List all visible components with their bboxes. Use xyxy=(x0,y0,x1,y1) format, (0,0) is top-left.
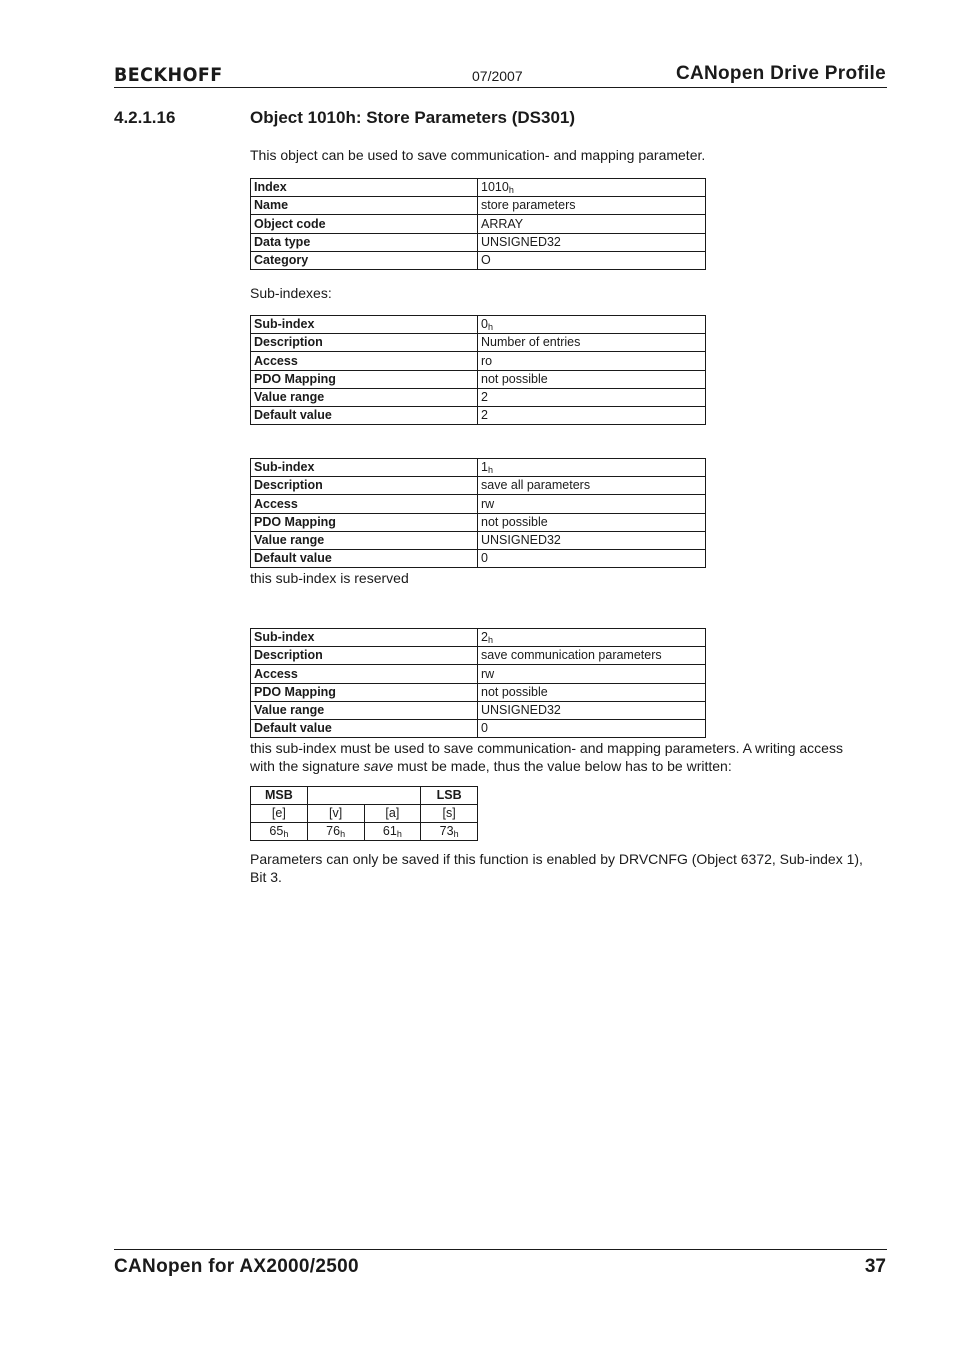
row-value: rw xyxy=(478,665,706,683)
row-value: 2 xyxy=(478,406,706,424)
brand-logo: BECKHOFF xyxy=(114,64,223,86)
row-key: Sub-index xyxy=(251,629,478,647)
row-value: $1010_h$ xyxy=(478,179,706,197)
subindexes-label: Sub-indexes: xyxy=(250,285,332,301)
table-row xyxy=(251,629,706,647)
signature-word: save xyxy=(363,758,394,774)
table-row xyxy=(251,549,706,567)
row-value: not possible xyxy=(478,683,706,701)
row-key: Access xyxy=(251,352,478,370)
table-row xyxy=(251,513,706,531)
msb-label: MSB xyxy=(251,787,308,805)
table-row xyxy=(251,197,706,215)
row-key: Object code xyxy=(251,215,478,233)
row-value: rw xyxy=(478,495,706,513)
row-key: Default value xyxy=(251,549,478,567)
table-row xyxy=(251,531,706,549)
table-row xyxy=(251,719,706,737)
table-row xyxy=(251,334,706,352)
row-value: ro xyxy=(478,352,706,370)
row-value: UNSIGNED32 xyxy=(478,531,706,549)
row-value: store parameters xyxy=(478,197,706,215)
subindex-1-note: this sub-index is reserved xyxy=(250,570,409,586)
signature-char: [v] xyxy=(307,805,364,823)
signature-hex: $73_h$ xyxy=(421,823,478,841)
header-rule xyxy=(114,87,887,88)
row-key: Default value xyxy=(251,406,478,424)
row-value: UNSIGNED32 xyxy=(478,233,706,251)
row-value: 0 xyxy=(478,549,706,567)
row-value: not possible xyxy=(478,513,706,531)
row-key: Value range xyxy=(251,531,478,549)
table-row xyxy=(251,406,706,424)
footer-title: CANopen for AX2000/2500 xyxy=(114,1256,359,1277)
subindex-2-note xyxy=(250,739,843,775)
row-value: $1_h$ xyxy=(478,459,706,477)
row-key: Access xyxy=(251,665,478,683)
row-value: Number of entries xyxy=(478,334,706,352)
row-key: Value range xyxy=(251,388,478,406)
page-number: 37 xyxy=(864,1256,886,1277)
row-value: 2 xyxy=(478,388,706,406)
section-title: Object 1010h: Store Parameters (DS301) xyxy=(250,108,576,127)
table-row xyxy=(251,370,706,388)
header-date: 07/2007 xyxy=(472,68,523,84)
row-key: Value range xyxy=(251,701,478,719)
table-row xyxy=(251,701,706,719)
row-key: Access xyxy=(251,495,478,513)
table-row xyxy=(251,215,706,233)
row-key: Index xyxy=(251,179,478,197)
row-value: $0_h$ xyxy=(478,316,706,334)
signature-hex: $76_h$ xyxy=(307,823,364,841)
object-table xyxy=(250,178,706,270)
footer-rule xyxy=(114,1249,887,1250)
signature-char: [s] xyxy=(421,805,478,823)
signature-hex: $61_h$ xyxy=(364,823,421,841)
subindex-0-table xyxy=(250,315,706,425)
signature-header-spacer xyxy=(307,787,421,805)
subindex-2-note-line2: with the signature save must be made, thus the value below has to be written: xyxy=(250,758,732,774)
row-key: Name xyxy=(251,197,478,215)
table-row xyxy=(251,477,706,495)
row-key: Sub-index xyxy=(251,316,478,334)
table-row xyxy=(251,495,706,513)
signature-hex: $65_h$ xyxy=(251,823,308,841)
row-value: save communication parameters xyxy=(478,647,706,665)
row-key: Default value xyxy=(251,719,478,737)
row-key: PDO Mapping xyxy=(251,513,478,531)
table-row xyxy=(251,647,706,665)
closing-paragraph: Parameters can only be saved if this function is enabled by DRVCNFG (Object 6372, Sub-index 1), Bit 3. xyxy=(250,851,863,885)
section-number: 4.2.1.16 xyxy=(114,108,176,127)
subindex-1-table xyxy=(250,458,706,568)
row-value: not possible xyxy=(478,370,706,388)
row-key: Sub-index xyxy=(251,459,478,477)
signature-table xyxy=(250,786,478,841)
table-row xyxy=(251,352,706,370)
signature-char: [a] xyxy=(364,805,421,823)
row-key: Data type xyxy=(251,233,478,251)
table-row xyxy=(251,388,706,406)
row-key: Description xyxy=(251,334,478,352)
row-key: Description xyxy=(251,477,478,495)
row-value: ARRAY xyxy=(478,215,706,233)
row-value: O xyxy=(478,251,706,269)
row-value: 0 xyxy=(478,719,706,737)
table-row xyxy=(251,683,706,701)
row-value: $2_h$ xyxy=(478,629,706,647)
row-value: save all parameters xyxy=(478,477,706,495)
subindex-2-note-line1: this sub-index must be used to save communication- and mapping parameters. A writing access xyxy=(250,740,843,756)
header-title: CANopen Drive Profile xyxy=(675,63,886,84)
table-row xyxy=(251,459,706,477)
signature-char: [e] xyxy=(251,805,308,823)
intro-paragraph: This object can be used to save communication- and mapping parameter. xyxy=(250,147,706,163)
table-row xyxy=(251,665,706,683)
row-key: PDO Mapping xyxy=(251,370,478,388)
table-row xyxy=(251,233,706,251)
subindex-2-table xyxy=(250,628,706,738)
table-row xyxy=(251,179,706,197)
row-key: Description xyxy=(251,647,478,665)
row-value: UNSIGNED32 xyxy=(478,701,706,719)
table-row xyxy=(251,316,706,334)
lsb-label: LSB xyxy=(421,787,478,805)
row-key: Category xyxy=(251,251,478,269)
table-row xyxy=(251,251,706,269)
row-key: PDO Mapping xyxy=(251,683,478,701)
